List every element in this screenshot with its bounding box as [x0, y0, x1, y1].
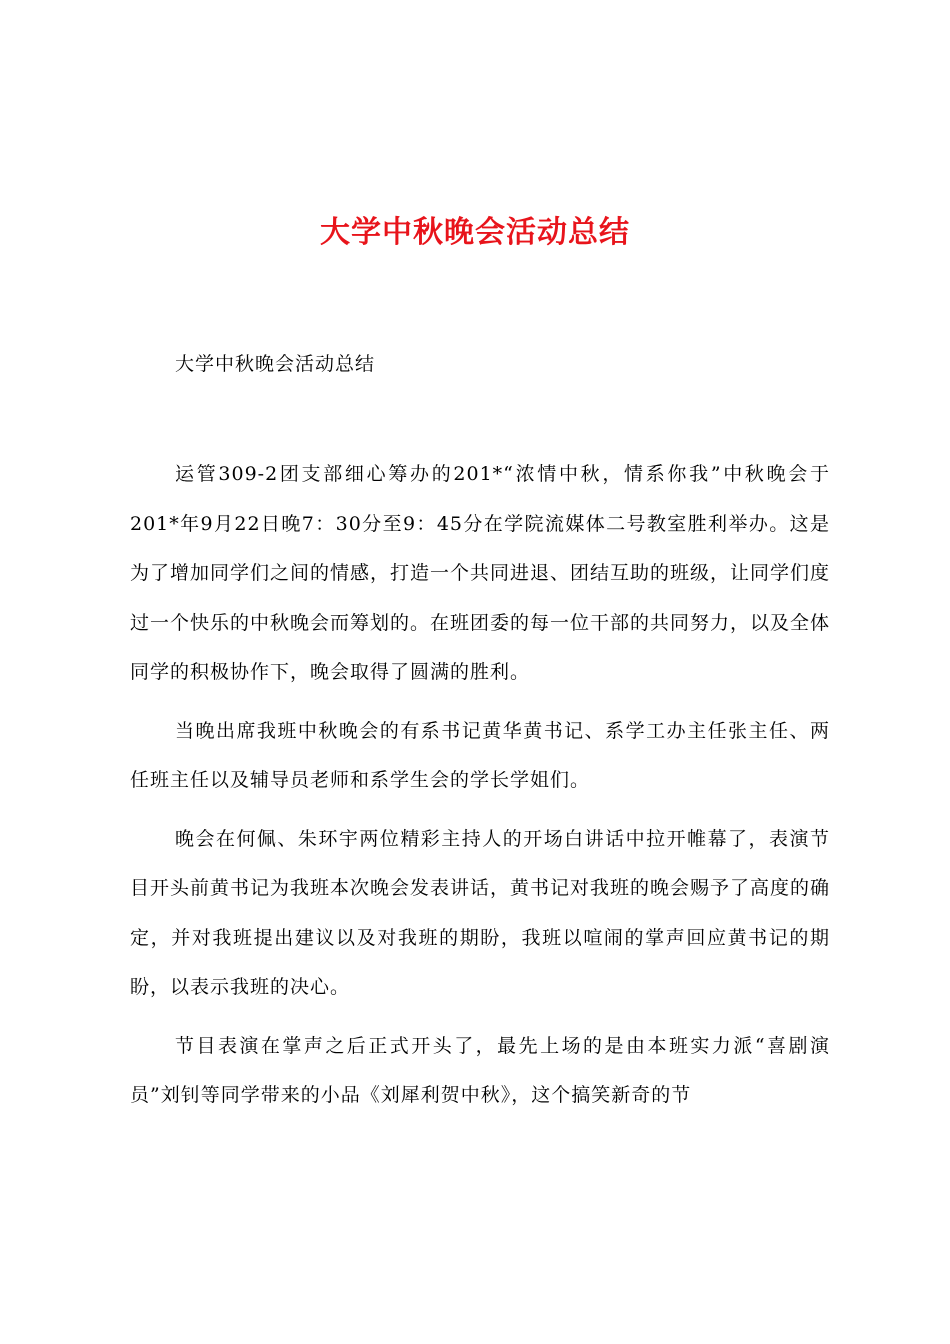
paragraph: 当晚出席我班中秋晚会的有系书记黄华黄书记、系学工办主任张主任、两任班主任以及辅导员老师和系学生会的学长学姐们。 [130, 719, 830, 791]
paragraph: 晚会在何佩、朱环宇两位精彩主持人的开场白讲话中拉开帷幕了，表演节目开头前黄书记为我班本次晚会发表讲话，黄书记对我班的晚会赐予了高度的确定，并对我班提出建议以及对我班的期盼，我班以喧闹的掌声回应黄书记的期盼，以表示我班的决心。 [130, 827, 831, 998]
document-subtitle: 大学中秋晚会活动总结 [175, 353, 376, 375]
paragraph: 节目表演在掌声之后正式开头了，最先上场的是由本班实力派“喜剧演员”刘钊等同学带来的小品《刘犀利贺中秋》，这个搞笑新奇的节 [130, 1034, 830, 1106]
document-body [130, 450, 830, 1130]
paragraph: 运管309-2团支部细心筹办的201*“浓情中秋，情系你我”中秋晚会于201*年9月22日晚7：30分至9：45分在学院流媒体二号教室胜利举办。这是为了增加同学们之间的情感，打造一个共同进退、团结互助的班级，让同学们度过一个快乐的中秋晚会而筹划的。在班团委的每一位干部的共同努力，以及全体同学的积极协作下，晚会取得了圆满的胜利。 [130, 463, 831, 683]
document-title: 大学中秋晚会活动总结 [320, 215, 630, 250]
